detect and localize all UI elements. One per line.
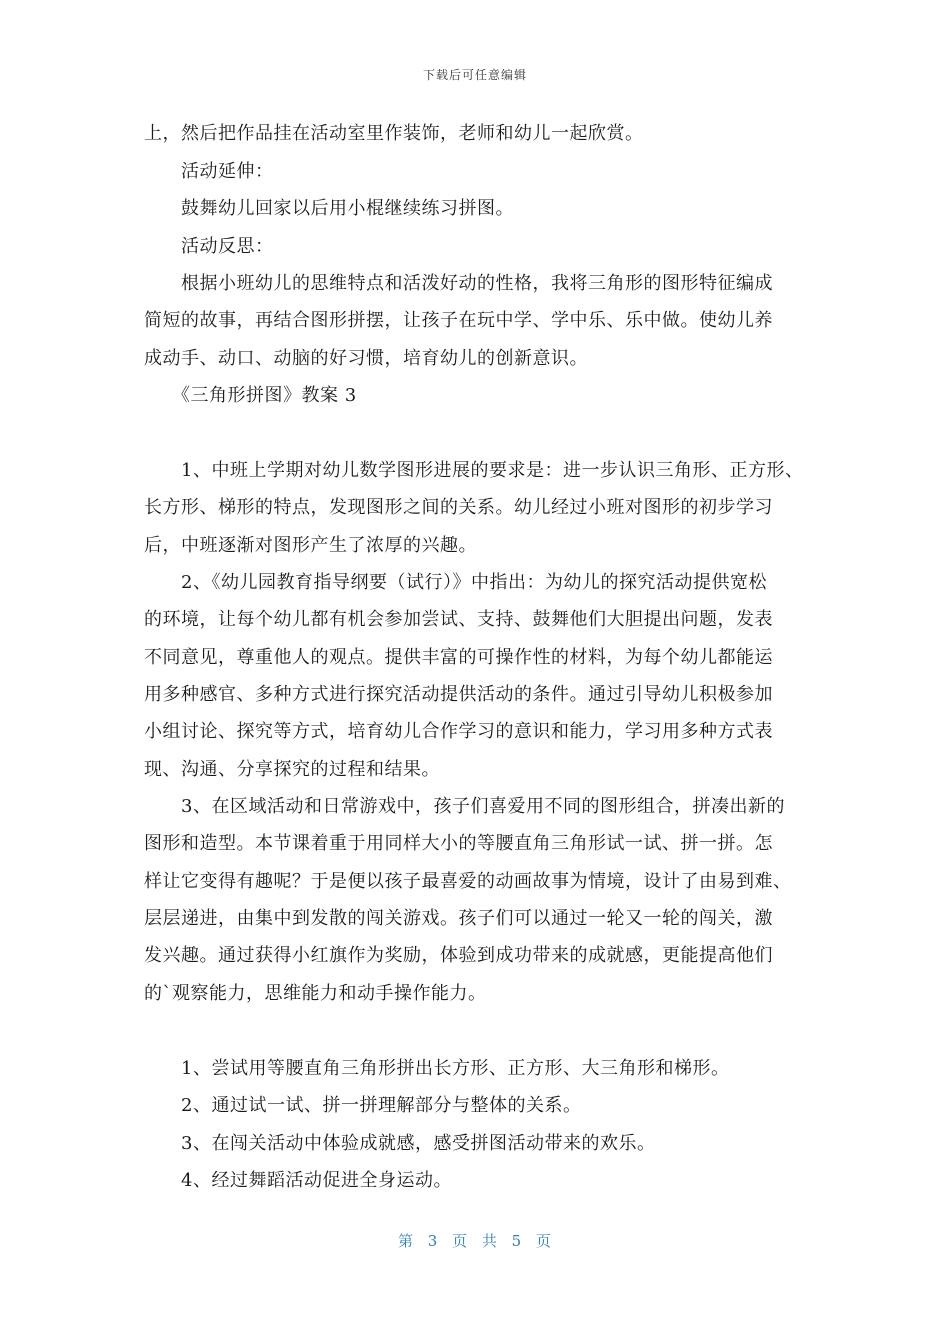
text-line: 不同意见，尊重他人的观点。提供丰富的可操作性的材料，为每个幼儿都能运: [144, 647, 773, 668]
text-line: 鼓舞幼儿回家以后用小棍继续练习拼图。: [144, 198, 514, 219]
text-line: 成动手、动口、动脑的好习惯，培育幼儿的创新意识。: [144, 348, 588, 369]
text-line: 的环境，让每个幼儿都有机会参加尝试、支持、鼓舞他们大胆提出问题，发表: [144, 609, 773, 630]
page-header: 下载后可任意编辑: [422, 68, 527, 82]
text-line: 3、在区域活动和日常游戏中，孩子们喜爱用不同的图形组合，拼凑出新的: [144, 796, 785, 817]
text-line: 1、尝试用等腰直角三角形拼出长方形、正方形、大三角形和梯形。: [144, 1058, 730, 1079]
text-line: 图形和造型。本节课着重于用同样大小的等腰直角三角形试一试、拼一拼。怎: [144, 833, 773, 854]
text-line: 样让它变得有趣呢？于是便以孩子最喜爱的动画故事为情境，设计了由易到难、: [144, 871, 792, 892]
text-line: 活动延伸：: [144, 161, 274, 182]
text-line: 活动反思：: [144, 236, 274, 257]
text-line: 层层递进，由集中到发散的闯关游戏。孩子们可以通过一轮又一轮的闯关，激: [144, 908, 773, 929]
text-line: 根据小班幼儿的思维特点和活泼好动的性格，我将三角形的图形特征编成: [144, 273, 773, 294]
text-line: 用多种感官、多种方式进行探究活动提供活动的条件。通过引导幼儿积极参加: [144, 684, 773, 705]
text-line: 简短的故事，再结合图形拼摆，让孩子在玩中学、学中乐、乐中做。使幼儿养: [144, 310, 773, 331]
text-line: 后，中班逐渐对图形产生了浓厚的兴趣。: [144, 535, 477, 556]
text-line: 1、中班上学期对幼儿数学图形进展的要求是：进一步认识三角形、正方形、: [144, 460, 804, 481]
text-line: 4、经过舞蹈活动促进全身运动。: [144, 1170, 452, 1191]
text-line: 2、《幼儿园教育指导纲要（试行）》中指出：为幼儿的探究活动提供宽松: [144, 572, 767, 593]
text-line: 现、沟通、分享探究的过程和结果。: [144, 759, 440, 780]
page-footer: 第 3 页 共 5 页: [398, 1232, 552, 1250]
text-line: 的`观察能力，思维能力和动手操作能力。: [144, 983, 487, 1004]
text-line: 3、在闯关活动中体验成就感，感受拼图活动带来的欢乐。: [144, 1133, 656, 1154]
text-line: 2、通过试一试、拼一拼理解部分与整体的关系。: [144, 1095, 582, 1116]
section-title: 《三角形拼图》教案 3: [144, 385, 357, 406]
text-line: 长方形、梯形的特点，发现图形之间的关系。幼儿经过小班对图形的初步学习: [144, 497, 773, 518]
text-line: 上，然后把作品挂在活动室里作装饰，老师和幼儿一起欣赏。: [144, 123, 644, 144]
text-line: 小组讨论、探究等方式，培育幼儿合作学习的意识和能力，学习用多种方式表: [144, 721, 773, 742]
text-line: 发兴趣。通过获得小红旗作为奖励，体验到成功带来的成就感，更能提高他们: [144, 945, 773, 966]
